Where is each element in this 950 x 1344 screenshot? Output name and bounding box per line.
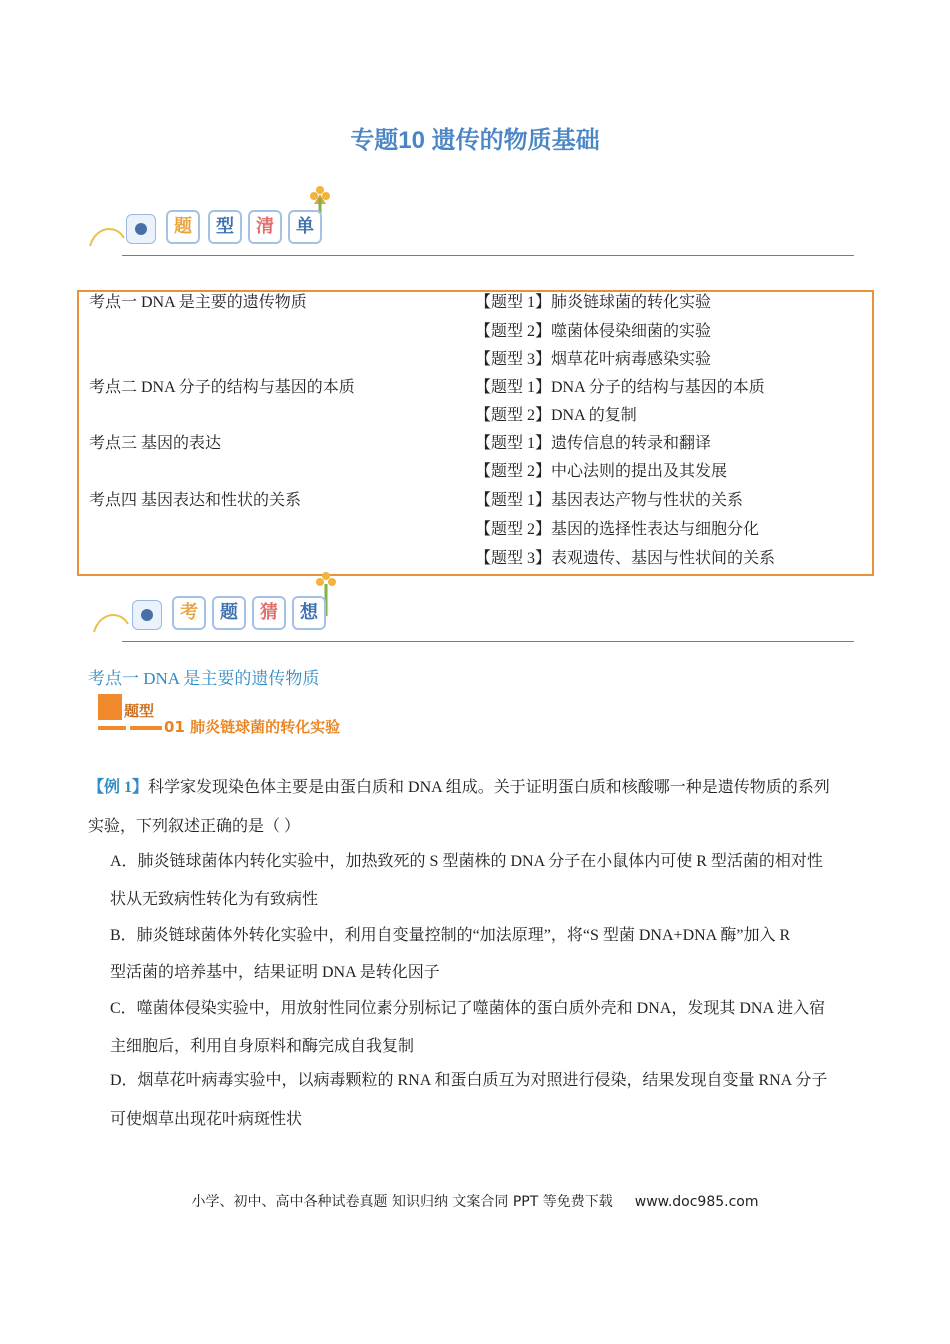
banner-char: 题 — [166, 210, 200, 244]
banner-char: 题 — [212, 596, 246, 630]
banner-char: 想 — [292, 596, 326, 630]
tag-subtitle: 01 肺炎链球菌的转化实验 — [164, 718, 341, 736]
banner-char: 猜 — [252, 596, 286, 630]
tag-underline — [130, 726, 162, 730]
kaodian-item: 考点三 基因的表达 — [89, 435, 222, 452]
tixing-item: 【题型 2】基因的选择性表达与细胞分化 — [475, 521, 760, 538]
example-stem-text: 科学家发现染色体主要是由蛋白质和 DNA 组成。关于证明蛋白质和核酸哪一种是遗传物质的系列 — [148, 779, 830, 796]
tag-block-icon — [98, 694, 122, 720]
tixing-item: 【题型 2】中心法则的提出及其发展 — [475, 463, 728, 480]
tixing-item: 【题型 3】烟草花叶病毒感染实验 — [475, 351, 712, 368]
section-banner-tixing-qingdan — [88, 186, 858, 258]
tixing-item: 【题型 1】肺炎链球菌的转化实验 — [475, 294, 712, 311]
option-a-line: A．肺炎链球菌体内转化实验中，加热致死的 S 型菌株的 DNA 分子在小鼠体内可使 R 型活菌的相对性 — [110, 853, 823, 870]
page-title: 专题10 遗传的物质基础 — [350, 127, 600, 154]
kaodian-item: 考点二 DNA 分子的结构与基因的本质 — [89, 379, 355, 396]
question-type-tag — [98, 694, 368, 734]
tixing-item: 【题型 1】DNA 分子的结构与基因的本质 — [475, 379, 765, 396]
banner-bullet-icon — [132, 600, 162, 630]
option-c-line: C．噬菌体侵染实验中，用放射性同位素分别标记了噬菌体的蛋白质外壳和 DNA，发现其 DNA 进入宿 — [110, 1000, 826, 1017]
tixing-item: 【题型 2】噬菌体侵染细菌的实验 — [475, 323, 712, 340]
topic-checklist-box — [77, 290, 874, 576]
option-a-line: 状从无致病性转化为有致病性 — [110, 891, 319, 908]
example-stem-line: 实验，下列叙述正确的是（ ） — [88, 818, 301, 835]
example-label: 【例 1】 — [88, 779, 149, 796]
option-b-line: 型活菌的培养基中，结果证明 DNA 是转化因子 — [110, 964, 440, 981]
tixing-item: 【题型 1】基因表达产物与性状的关系 — [475, 492, 744, 509]
banner-char: 型 — [208, 210, 242, 244]
tixing-item: 【题型 3】表观遗传、基因与性状间的关系 — [475, 550, 776, 567]
option-b-line: B．肺炎链球菌体外转化实验中，利用自变量控制的“加法原理”，将“S 型菌 DNA+DNA 酶”加入 R — [110, 927, 791, 944]
tixing-item: 【题型 1】遗传信息的转录和翻译 — [475, 435, 712, 452]
option-d-line: 可使烟草出现花叶病斑性状 — [110, 1111, 303, 1128]
page-footer — [0, 1191, 950, 1211]
banner-underline — [122, 255, 854, 256]
banner-char: 考 — [172, 596, 206, 630]
kaodian-item: 考点一 DNA 是主要的遗传物质 — [89, 294, 307, 311]
tag-underline — [98, 726, 126, 730]
option-d-line: D．烟草花叶病毒实验中，以病毒颗粒的 RNA 和蛋白质互为对照进行侵染，结果发现自变量 RNA 分子 — [110, 1072, 828, 1089]
example-stem-line — [88, 778, 830, 798]
footer-url[interactable]: www.doc985.com — [634, 1194, 759, 1210]
kaodian-item: 考点四 基因表达和性状的关系 — [89, 492, 302, 509]
section-heading: 考点一 DNA 是主要的遗传物质 — [88, 669, 320, 688]
tag-label: 题型 — [124, 702, 155, 720]
section-banner-kaoti-caixiang — [88, 572, 858, 644]
banner-char: 单 — [288, 210, 322, 244]
tixing-item: 【题型 2】DNA 的复制 — [475, 407, 637, 424]
option-c-line: 主细胞后，利用自身原料和酶完成自我复制 — [110, 1038, 415, 1055]
banner-bullet-icon — [126, 214, 156, 244]
banner-char: 清 — [248, 210, 282, 244]
banner-underline — [122, 641, 854, 642]
footer-text: 小学、初中、高中各种试卷真题 知识归纳 文案合同 PPT 等免费下载 — [191, 1194, 613, 1210]
